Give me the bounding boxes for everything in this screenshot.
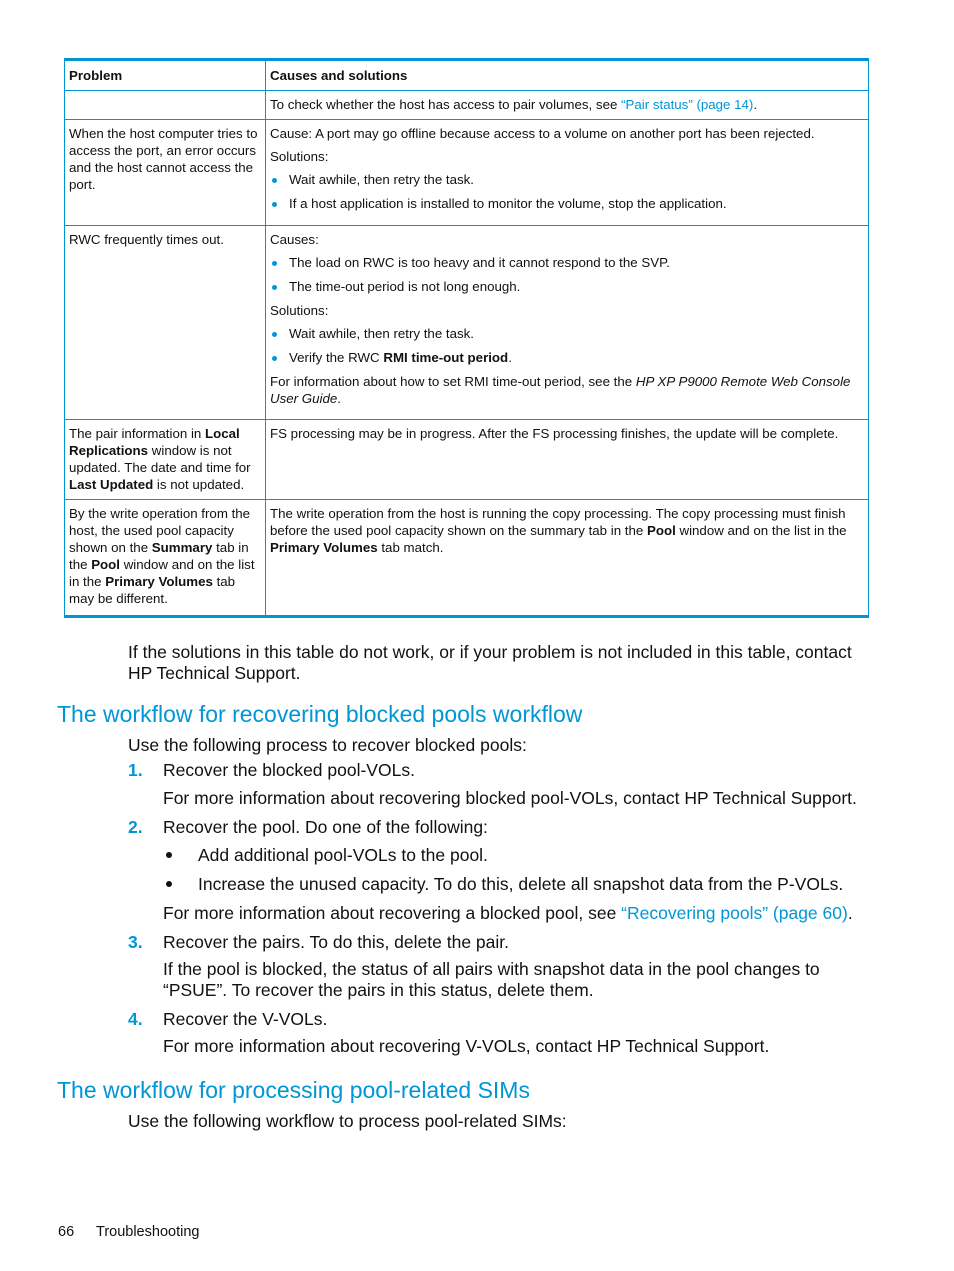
step-text: Recover the V-VOLs. (163, 1009, 328, 1029)
problem-cell (65, 91, 266, 120)
table-row (65, 500, 869, 617)
step-text: Recover the pool. Do one of the following: (163, 817, 488, 837)
step-number: 4. (128, 1009, 143, 1029)
table-row (65, 91, 869, 120)
causes-label: Causes: (270, 232, 319, 247)
recovering-pools-link[interactable]: “Recovering pools” (page 60) (621, 903, 848, 923)
section-heading-pool-sims: The workflow for processing pool-related SIMs (57, 1077, 530, 1103)
section-intro: Use the following process to recover blocked pools: (128, 735, 527, 755)
causes-cell (266, 226, 869, 420)
troubleshooting-table (64, 58, 869, 618)
pair-status-link[interactable]: “Pair status” (page 14) (621, 97, 754, 112)
causes-cell: The write operation from the host is running the copy processing. The copy processing must finish before the used pool capacity shown on the summary tab in the Pool window and on the list in the Primary Volumes tab match. (266, 500, 869, 617)
problem-cell: The pair information in Local Replications window is not updated. The date and time for Last Updated is not updated. (65, 420, 266, 500)
list-item: Increase the unused capacity. To do this, delete all snapshot data from the P-VOLs. (198, 874, 844, 894)
step-note: For more information about recovering a blocked pool, see “Recovering pools” (page 60). (163, 903, 853, 923)
step-text: Recover the pairs. To do this, delete the pair. (163, 932, 509, 952)
step-note: For more information about recovering blocked pool-VOLs, contact HP Technical Support. (163, 788, 857, 808)
list-item: The load on RWC is too heavy and it cannot respond to the SVP. (270, 254, 864, 271)
step-note: For more information about recovering V-VOLs, contact HP Technical Support. (163, 1036, 770, 1056)
rmi-timeout-term: RMI time-out period (383, 350, 509, 365)
step-number: 2. (128, 817, 143, 837)
list-item: If a host application is installed to monitor the volume, stop the application. (270, 195, 864, 212)
solutions-list (270, 325, 864, 366)
bullet-dot (166, 881, 172, 887)
after-table-note: If the solutions in this table do not work, or if your problem is not included in this table, contact HP Technical Support. (128, 642, 852, 683)
info-text: For information about how to set RMI time-out period, see the HP XP P9000 Remote Web Console User Guide. (270, 374, 851, 406)
causes-cell: To check whether the host has access to pair volumes, see “Pair status” (page 14). (266, 91, 869, 120)
causes-cell (266, 120, 869, 226)
list-item: Verify the RWC RMI time-out period. (270, 349, 864, 366)
problem-cell: RWC frequently times out. (65, 226, 266, 420)
problem-cell: By the write operation from the host, the used pool capacity shown on the Summary tab in the Pool window and on the list in the Primary Volumes tab may be different. (65, 500, 266, 617)
section-intro: Use the following workflow to process pool-related SIMs: (128, 1111, 567, 1131)
footer-section: Troubleshooting (96, 1224, 200, 1240)
table-row (65, 120, 869, 226)
list-item: Wait awhile, then retry the task. (270, 325, 864, 342)
table-header-row (65, 60, 869, 91)
list-item: Add additional pool-VOLs to the pool. (198, 845, 488, 865)
solutions-label: Solutions: (270, 149, 329, 164)
step-number: 3. (128, 932, 143, 952)
bullet-dot (166, 852, 172, 858)
list-item: Wait awhile, then retry the task. (270, 171, 864, 188)
section-heading-blocked-pools: The workflow for recovering blocked pools workflow (57, 701, 583, 727)
causes-list (270, 254, 864, 295)
solutions-list (270, 171, 864, 212)
page-number: 66 (58, 1224, 75, 1240)
problem-cell: When the host computer tries to access the port, an error occurs and the host cannot access the port. (65, 120, 266, 226)
guide-title: HP XP P9000 Remote Web Console User Guide (270, 374, 851, 406)
step-number: 1. (128, 760, 143, 780)
list-item: The time-out period is not long enough. (270, 278, 864, 295)
causes-cell: FS processing may be in progress. After the FS processing finishes, the update will be complete. (266, 420, 869, 500)
column-header-causes: Causes and solutions (266, 60, 869, 91)
table-row (65, 420, 869, 500)
step-note: If the pool is blocked, the status of all pairs with snapshot data in the pool changes to “PSUE”. To recover the pairs in this status, delete them. (163, 959, 820, 1000)
solutions-label: Solutions: (270, 303, 329, 318)
table-row (65, 226, 869, 420)
column-header-problem: Problem (65, 60, 266, 91)
cause-text: Cause: A port may go offline because access to a volume on another port has been rejected. (270, 126, 815, 141)
step-text: Recover the blocked pool-VOLs. (163, 760, 415, 780)
